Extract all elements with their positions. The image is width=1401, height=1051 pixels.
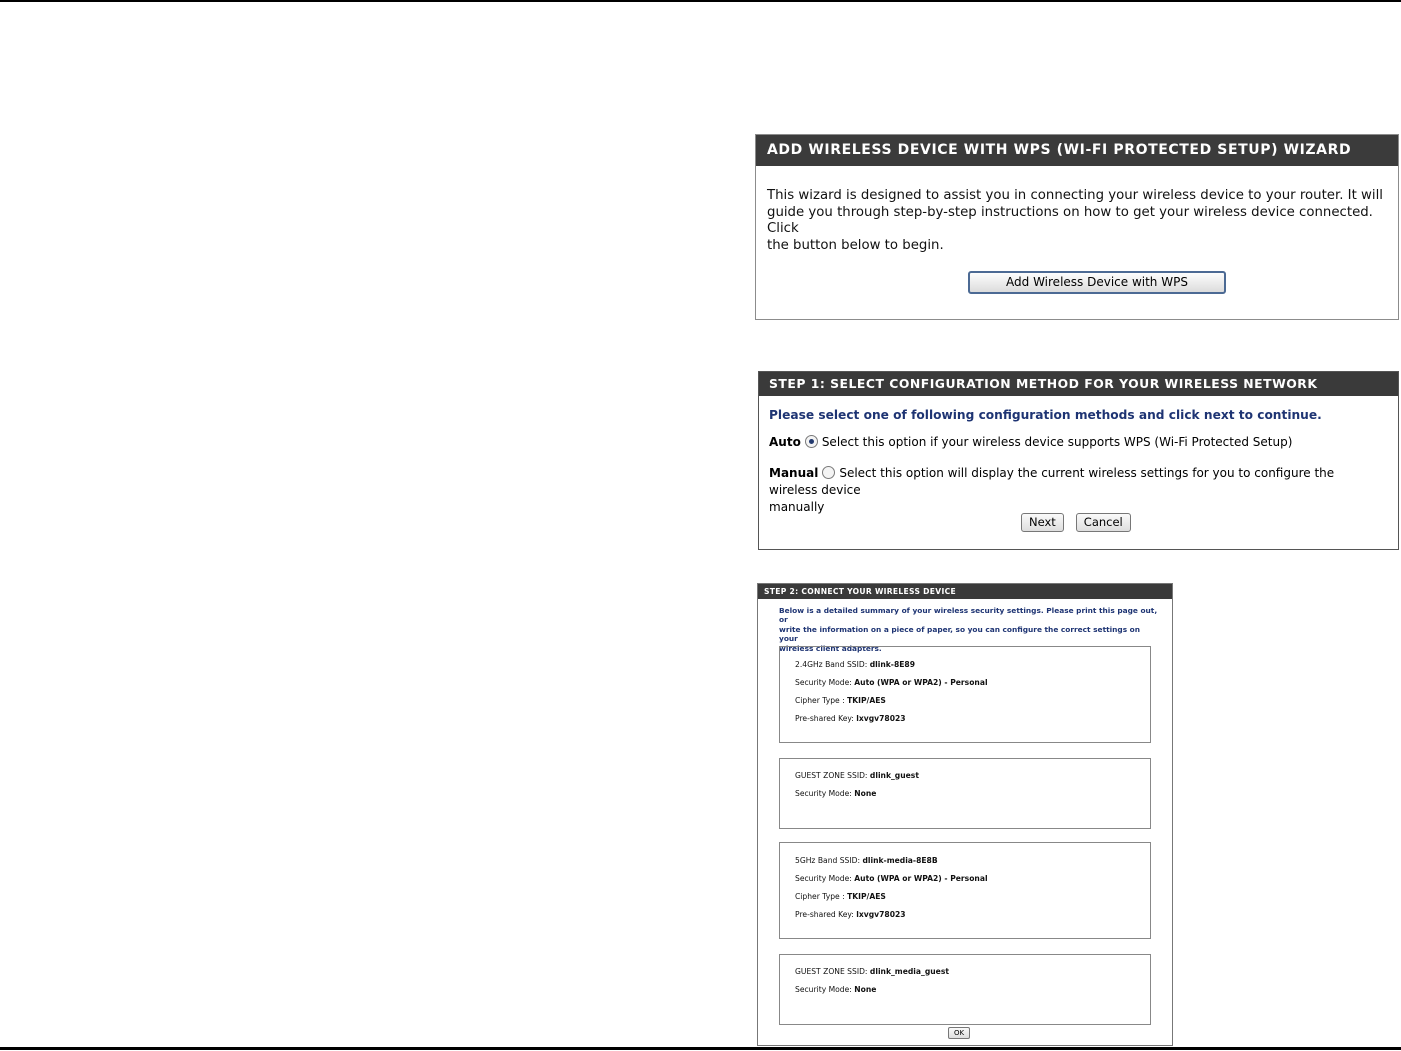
cipher-value: TKIP/AES <box>847 892 886 901</box>
security-label: Security Mode: <box>795 678 852 687</box>
ssid-label: 2.4GHz Band SSID: <box>795 660 868 669</box>
band-5ghz-ssid <box>795 856 938 865</box>
wps-button-wrap <box>767 271 1387 294</box>
wps-wizard-panel <box>755 134 1399 320</box>
security-label: Security Mode: <box>795 985 852 994</box>
manual-label: Manual <box>769 466 819 480</box>
manual-option-row <box>769 465 1379 516</box>
ok-button[interactable]: OK <box>948 1027 970 1039</box>
cancel-button[interactable]: Cancel <box>1076 513 1131 532</box>
step1-buttons <box>1021 511 1143 532</box>
band-24ghz-ssid <box>795 660 915 669</box>
auto-radio[interactable] <box>805 435 818 448</box>
security-value: None <box>854 985 877 994</box>
ssid-value: dlink_guest <box>869 771 919 780</box>
ssid-label: GUEST ZONE SSID: <box>795 967 868 976</box>
wps-wizard-title: ADD WIRELESS DEVICE WITH WPS (WI-FI PROTECTED SETUP) WIZARD <box>756 135 1398 166</box>
cipher-label: Cipher Type : <box>795 892 845 901</box>
band-24ghz-key <box>795 714 906 723</box>
security-value: Auto (WPA or WPA2) - Personal <box>854 678 988 687</box>
ssid-label: GUEST ZONE SSID: <box>795 771 868 780</box>
auto-description: Select this option if your wireless device supports WPS (Wi-Fi Protected Setup) <box>821 435 1293 449</box>
security-value: None <box>854 789 877 798</box>
ssid-value: dlink-media-8E8B <box>862 856 938 865</box>
auto-option-row <box>769 434 1379 451</box>
wps-wizard-description-line: the button below to begin. <box>767 237 944 253</box>
ssid-value: dlink_media_guest <box>869 967 949 976</box>
top-rule <box>0 0 1401 2</box>
manual-radio[interactable] <box>822 466 835 479</box>
step2-intro-line: write the information on a piece of paper, so you can configure the correct settings on your <box>779 624 1141 644</box>
security-label: Security Mode: <box>795 789 852 798</box>
key-value: lxvgv78023 <box>856 714 906 723</box>
band-24ghz-cipher <box>795 696 886 705</box>
step2-intro-line: wireless client adapters. <box>779 643 882 653</box>
security-value: Auto (WPA or WPA2) - Personal <box>854 874 988 883</box>
band-5ghz-cipher <box>795 892 886 901</box>
media-guest-zone-ssid <box>795 967 949 976</box>
add-wireless-device-wps-button[interactable]: Add Wireless Device with WPS <box>968 271 1226 294</box>
wps-wizard-description-line: guide you through step-by-step instructions on how to get your wireless device connected. Click <box>767 204 1373 236</box>
bottom-rule <box>0 1047 1401 1050</box>
step2-panel <box>757 583 1173 1046</box>
step1-panel <box>758 371 1399 550</box>
band-5ghz-key <box>795 910 906 919</box>
next-button[interactable]: Next <box>1021 513 1064 532</box>
step1-instruction: Please select one of following configuration methods and click next to continue. <box>769 408 1322 422</box>
wps-wizard-description-line: This wizard is designed to assist you in connecting your wireless device to your router. It will <box>767 188 1384 203</box>
step2-intro-line: Below is a detailed summary of your wireless security settings. Please print this page out, or <box>779 606 1158 625</box>
key-label: Pre-shared Key: <box>795 714 854 723</box>
wps-wizard-description <box>756 166 1398 294</box>
key-value: lxvgv78023 <box>856 910 906 919</box>
cipher-value: TKIP/AES <box>847 696 886 705</box>
key-label: Pre-shared Key: <box>795 910 854 919</box>
band-24ghz-security <box>795 678 988 687</box>
manual-description: Select this option will display the current wireless settings for you to configure the wireless device <box>769 466 1335 497</box>
ssid-label: 5GHz Band SSID: <box>795 856 861 865</box>
step2-title: STEP 2: CONNECT YOUR WIRELESS DEVICE <box>758 584 1172 599</box>
cipher-label: Cipher Type : <box>795 696 845 705</box>
ssid-value: dlink-8E89 <box>869 660 915 669</box>
step1-title: STEP 1: SELECT CONFIGURATION METHOD FOR YOUR WIRELESS NETWORK <box>759 372 1398 396</box>
band-5ghz-security <box>795 874 988 883</box>
guest-zone-ssid <box>795 771 919 780</box>
guest-zone-security <box>795 789 876 798</box>
manual-description-cont: manually <box>769 500 825 514</box>
media-guest-zone-security <box>795 985 876 994</box>
security-label: Security Mode: <box>795 874 852 883</box>
auto-label: Auto <box>769 435 801 449</box>
